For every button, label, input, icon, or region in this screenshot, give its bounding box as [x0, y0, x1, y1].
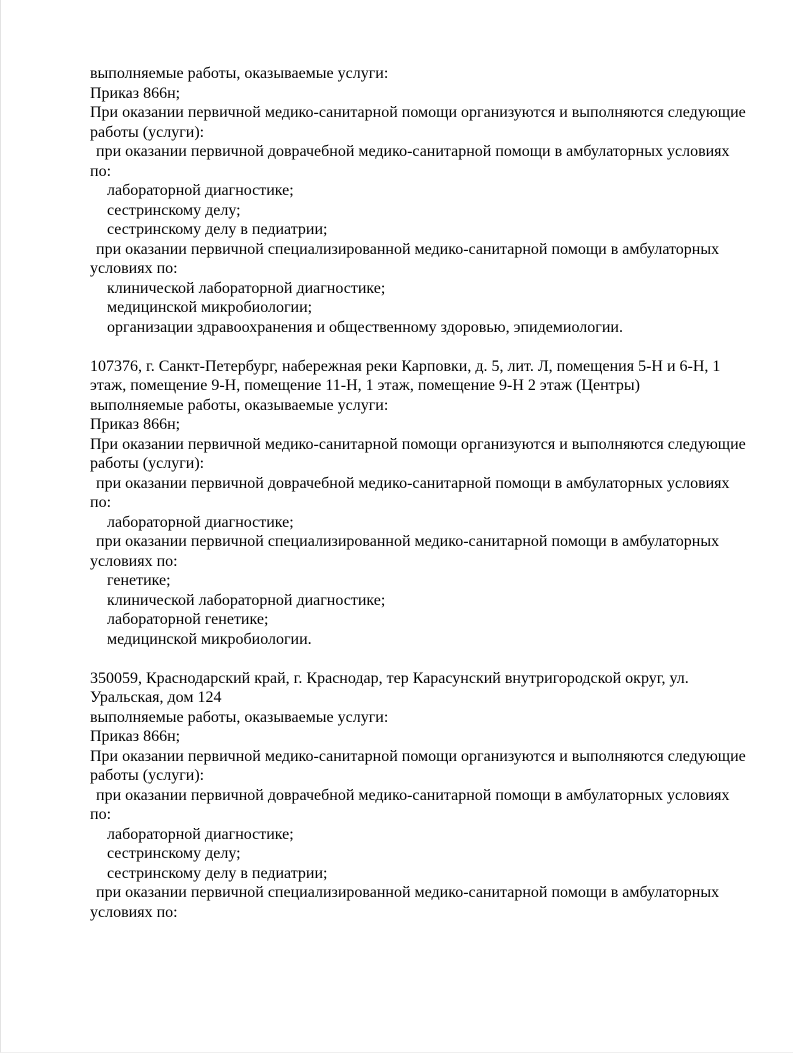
- text-line: клинической лабораторной диагностике;: [107, 279, 386, 297]
- text-line: условиях по:: [90, 903, 178, 921]
- text-line: лабораторной генетике;: [107, 611, 269, 628]
- text-line: сестринскому делу;: [107, 201, 241, 219]
- text-line: выполняемые работы, оказываемые услуги:: [90, 65, 389, 82]
- text-line: при оказании первичной специализированной медико-санитарной помощи в амбулаторных: [96, 533, 720, 550]
- text-line: по:: [90, 162, 112, 180]
- text-line: Приказ 866н;: [90, 416, 181, 433]
- text-line: организации здравоохранения и общественному здоровью, эпидемиологии.: [107, 318, 623, 336]
- text-line: работы (услуги):: [90, 767, 205, 784]
- text-line: генетике;: [107, 572, 171, 589]
- text-line: клинической лабораторной диагностике;: [107, 591, 386, 609]
- text-line: сестринскому делу в педиатрии;: [107, 864, 328, 882]
- text-line: условиях по:: [90, 260, 178, 277]
- text-line: Приказ 866н;: [90, 728, 181, 745]
- text-line: Уральская, дом 124: [90, 689, 222, 706]
- text-line: сестринскому делу в педиатрии;: [107, 221, 328, 238]
- text-line: при оказании первичной доврачебной медико-санитарной помощи в амбулаторных условиях: [96, 786, 730, 804]
- text-line: выполняемые работы, оказываемые услуги:: [90, 396, 389, 414]
- text-line: лабораторной диагностике;: [107, 513, 294, 531]
- text-line: по:: [90, 494, 112, 511]
- license-works-and-services-text: [90, 64, 752, 922]
- text-line: При оказании первичной медико-санитарной помощи организуются и выполняются следующие: [90, 747, 746, 765]
- text-line: по:: [90, 806, 112, 823]
- text-line: при оказании первичной специализированной медико-санитарной помощи в амбулаторных: [96, 884, 720, 901]
- text-line: При оказании первичной медико-санитарной помощи организуются и выполняются следующие: [90, 104, 746, 121]
- text-line: лабораторной диагностике;: [107, 182, 294, 199]
- text-line: этаж, помещение 9-Н, помещение 11-Н, 1 этаж, помещение 9-Н 2 этаж (Центры): [90, 377, 640, 394]
- text-line: сестринскому делу;: [107, 845, 241, 862]
- text-line: лабораторной диагностике;: [107, 825, 294, 843]
- text-line: при оказании первичной специализированной медико-санитарной помощи в амбулаторных: [96, 240, 720, 258]
- text-line: Приказ 866н;: [90, 84, 181, 102]
- section-address-saint-petersburg: [90, 357, 752, 650]
- text-line: при оказании первичной доврачебной медико-санитарной помощи в амбулаторных условиях: [96, 143, 730, 160]
- text-line: медицинской микробиологии;: [107, 299, 313, 316]
- text-line: условиях по:: [90, 552, 178, 570]
- text-line: работы (услуги):: [90, 455, 205, 472]
- section-services-list-continued: [90, 64, 752, 337]
- text-line: При оказании первичной медико-санитарной помощи организуются и выполняются следующие: [90, 435, 746, 453]
- section-address-krasnodar: [90, 669, 752, 923]
- text-line: 107376, г. Санкт-Петербург, набережная реки Карповки, д. 5, лит. Л, помещения 5-Н и 6-Н, 1: [90, 357, 721, 375]
- text-line: работы (услуги):: [90, 123, 205, 141]
- text-line: выполняемые работы, оказываемые услуги:: [90, 708, 389, 726]
- text-line: при оказании первичной доврачебной медико-санитарной помощи в амбулаторных условиях: [96, 474, 730, 492]
- text-line: медицинской микробиологии.: [107, 630, 312, 648]
- text-line: 350059, Краснодарский край, г. Краснодар, тер Карасунский внутригородской округ, ул.: [90, 669, 689, 687]
